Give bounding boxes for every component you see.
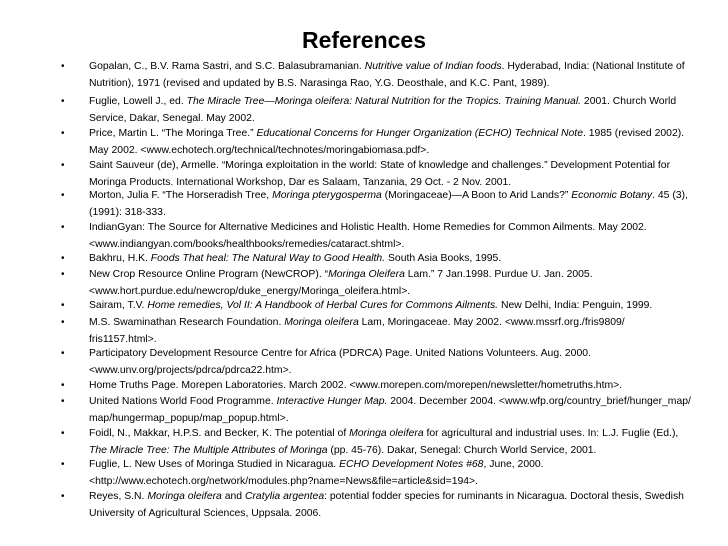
reference-text [89,125,707,159]
reference-text [89,425,707,459]
reference-text [89,250,707,267]
reference-text [89,314,707,348]
text-segment: Fuglie, L. New Uses of Moringa Studied in Nicaragua. [89,459,340,470]
italic-title: The Miracle Tree: The Multiple Attributes of Moringa [89,445,328,456]
italic-title: Cratylia argentea [244,491,325,502]
text-segment: (1991): 318-333. [89,207,166,218]
reference-text [89,345,707,379]
text-segment: 2004. December 2004. <www.wfp.org/country_brief/hunger_map/ [387,396,691,407]
text-segment: Bakhru, H.K. [89,253,151,264]
italic-title: The Miracle Tree—Moringa oleifera: Natural Nutrition for the Tropics. Training Manual. [186,96,582,107]
italic-title: Economic Botany [571,190,653,201]
text-segment: Morton, Julia F. “The Horseradish Tree, [89,190,273,201]
bullet-icon: • [61,317,65,328]
text-segment: (pp. 45-76). Dakar, Senegal: Church World Service, 2001. [327,445,597,456]
reference-line [89,297,707,314]
text-segment: Home Truths Page. Morepen Laboratories. March 2002. <www.morepen.com/morepen/newsletter/hometruths.htm>. [89,380,623,391]
reference-line [89,345,707,362]
bullet-icon: • [61,491,65,502]
reference-text [89,219,707,253]
text-segment: and [221,491,245,502]
italic-title: Moringa oleifera [284,317,359,328]
italic-title: Foods That heal: The Natural Way to Good Health. [150,253,386,264]
reference-text [89,456,707,490]
text-segment: Lam, Moringaceae. May 2002. <www.mssrf.org./fris9809/ [358,317,625,328]
text-segment: <http://www.echotech.org/network/modules.php?name=News&file=article&sid=194>. [89,476,479,487]
italic-title: Interactive Hunger Map. [276,396,388,407]
reference-line [89,75,707,92]
reference-text [89,157,707,191]
text-segment: (Moringaceae)—A Boon to Arid Lands?” [381,190,572,201]
bullet-icon: • [61,61,65,72]
text-segment: <www.unv.org/projects/pdrca/pdrca22.htm>. [89,365,292,376]
bullet-icon: • [61,380,65,391]
text-segment: May 2002. <www.echotech.org/technical/technotes/moringabiomasa.pdf>. [89,145,430,156]
reference-line [89,425,707,442]
text-segment: Gopalan, C., B.V. Rama Sastri, and S.C. Balasubramanian. [89,61,365,72]
text-segment: . 1985 (revised 2002). [582,128,685,139]
text-segment: . Hyderabad, India: (National Institute of [501,61,685,72]
reference-line [89,125,707,142]
bullet-icon: • [61,300,65,311]
reference-text [89,266,707,300]
reference-text [89,377,707,394]
bullet-icon: • [61,459,65,470]
reference-text [89,393,707,427]
reference-line [89,314,707,331]
italic-title: Nutritive value of Indian foods [364,61,502,72]
text-segment: , June, 2000. [483,459,544,470]
reference-line [89,219,707,236]
text-segment: Lam.” 7 Jan.1998. Purdue U. Jan. 2005. [404,269,593,280]
reference-line [89,377,707,394]
text-segment: Reyes, S.N. [89,491,148,502]
text-segment: IndianGyan: The Source for Alternative Medicines and Holistic Health. Home Remedies for Common Ailments. May 2002. [89,222,647,233]
bullet-icon: • [61,253,65,264]
reference-line [89,393,707,410]
text-segment: M.S. Swaminathan Research Foundation. [89,317,285,328]
text-segment: South Asia Books, 1995. [385,253,502,264]
bullet-icon: • [61,269,65,280]
reference-line [89,93,707,110]
bullet-icon: • [61,190,65,201]
text-segment: <www.hort.purdue.edu/newcrop/duke_energy/Moringa_oleifera.html>. [89,286,411,297]
text-segment: . 45 (3), [652,190,688,201]
italic-title: Educational Concerns for Hunger Organization (ECHO) Technical Note [256,128,583,139]
text-segment: New Crop Resource Online Program (NewCROP). “ [89,269,329,280]
reference-line [89,250,707,267]
italic-title: Moringa oleifera [147,491,222,502]
text-segment: map/hungermap_popup/map_popup.html>. [89,413,289,424]
italic-title: Moringa oleifera [349,428,424,439]
text-segment: 2001. Church World [581,96,677,107]
reference-line [89,505,707,522]
reference-line [89,266,707,283]
text-segment: Participatory Development Resource Centre for Africa (PDRCA) Page. United Nations Volunteers. Aug. 2000. [89,348,591,359]
text-segment: <www.indiangyan.com/books/healthbooks/remedies/cataract.shtml>. [89,239,405,250]
italic-title: Moringa Oleifera [328,269,405,280]
reference-text [89,187,707,221]
text-segment: Fuglie, Lowell J., ed. [89,96,187,107]
bullet-icon: • [61,396,65,407]
bullet-icon: • [61,96,65,107]
bullet-icon: • [61,160,65,171]
text-segment: United Nations World Food Programme. [89,396,277,407]
reference-text [89,93,707,127]
text-segment: : potential fodder species for ruminants in Nicaragua. Doctoral thesis, Swedish [324,491,684,502]
reference-line [89,187,707,204]
reference-line [89,157,707,174]
bullet-icon: • [61,348,65,359]
text-segment: Foidl, N., Makkar, H.P.S. and Becker, K. The potential of [89,428,350,439]
text-segment: Sairam, T.V. [89,300,148,311]
text-segment: for agricultural and industrial uses. In: L.J. Fuglie (Ed.), [423,428,679,439]
reference-line [89,456,707,473]
bullet-icon: • [61,428,65,439]
reference-text [89,58,707,92]
text-segment: Service, Dakar, Senegal. May 2002. [89,113,255,124]
page-title: References [301,27,427,53]
text-segment: fris1157.html>. [89,334,157,345]
bullet-icon: • [61,128,65,139]
text-segment: Moringa Products. International Workshop, Dar es Salaam, Tanzania, 29 Oct. - 2 Nov. 2001. [89,177,512,188]
italic-title: Moringa pterygosperma [272,190,382,201]
text-segment: University of Agricultural Sciences, Uppsala. 2006. [89,508,322,519]
reference-line [89,488,707,505]
reference-text [89,488,707,522]
reference-line [89,58,707,75]
reference-text [89,297,707,314]
italic-title: Home remedies, Vol II: A Handbook of Herbal Cures for Commons Ailments. [147,300,499,311]
text-segment: Nutrition), 1971 (revised and updated by B.S. Narasinga Rao, Y.G. Deosthale, and K.C. Pant, 1989). [89,78,550,89]
text-segment: Saint Sauveur (de), Armelle. “Moringa exploitation in the world: State of knowledge and challenges.” Development Potential for [89,160,671,171]
text-segment: Price, Martin L. “The Moringa Tree.” [89,128,257,139]
bullet-icon: • [61,222,65,233]
italic-title: ECHO Development Notes #68 [339,459,484,470]
text-segment: New Delhi, India: Penguin, 1999. [498,300,653,311]
